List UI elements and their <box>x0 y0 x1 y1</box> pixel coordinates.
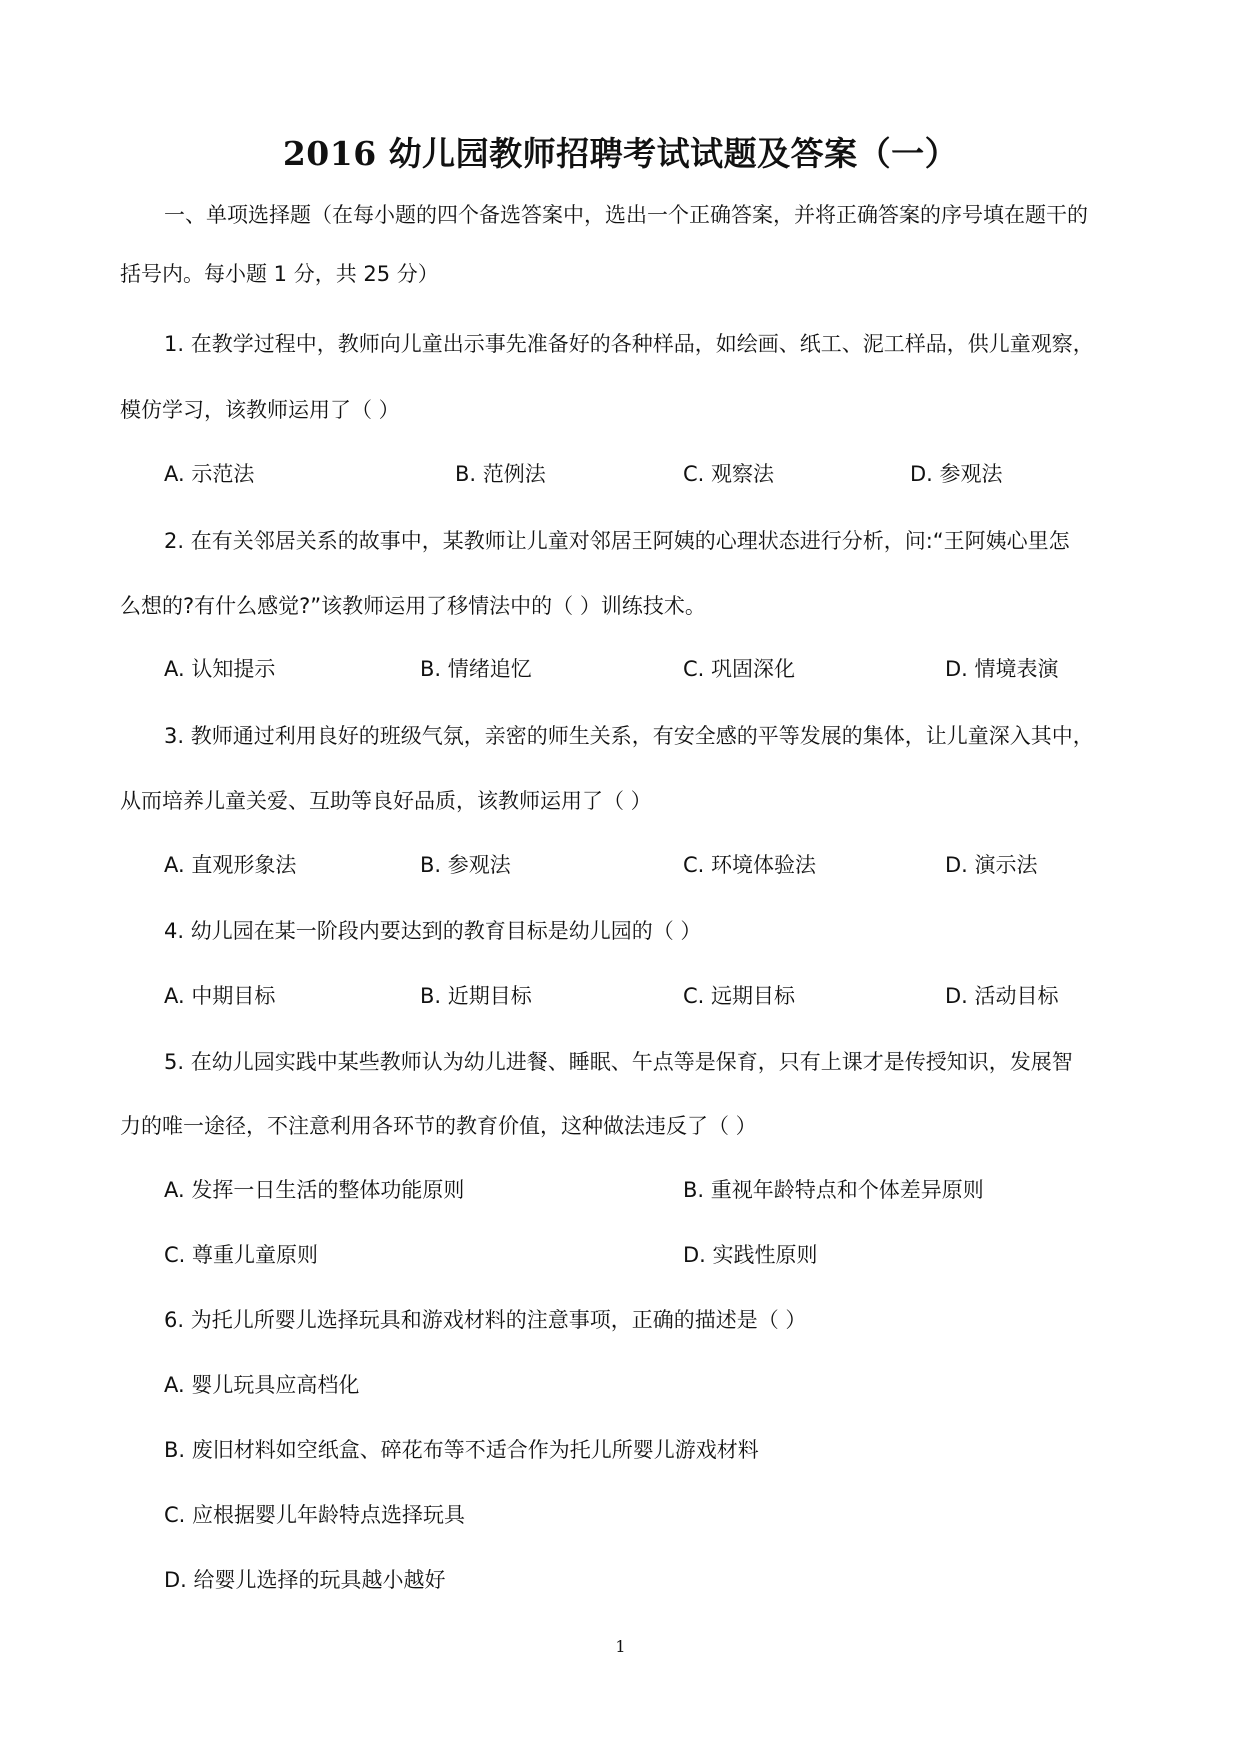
question-2-option-c: C. 巩固深化 <box>683 657 796 681</box>
question-3-option-a: A. 直观形象法 <box>164 853 297 877</box>
question-5-option-a: A. 发挥一日生活的整体功能原则 <box>164 1178 465 1202</box>
question-6-line-1: 6. 为托儿所婴儿选择玩具和游戏材料的注意事项，正确的描述是（ ） <box>164 1308 807 1332</box>
question-4-option-c: C. 远期目标 <box>683 984 796 1008</box>
question-4-option-b: B. 近期目标 <box>420 984 532 1008</box>
question-5-option-d: D. 实践性原则 <box>683 1243 818 1267</box>
question-4-line-1: 4. 幼儿园在某一阶段内要达到的教育目标是幼儿园的（ ） <box>164 919 702 943</box>
question-1-option-c: C. 观察法 <box>683 462 775 486</box>
question-5-option-b: B. 重视年龄特点和个体差异原则 <box>683 1178 984 1202</box>
question-3-line-2: 从而培养儿童关爱、互助等良好品质，该教师运用了（ ） <box>120 789 652 813</box>
question-1-option-a: A. 示范法 <box>164 462 255 486</box>
question-2-option-d: D. 情境表演 <box>945 657 1059 681</box>
question-1-option-b: B. 范例法 <box>455 462 546 486</box>
question-5-option-c: C. 尊重儿童原则 <box>164 1243 319 1267</box>
question-6-option-d: D. 给婴儿选择的玩具越小越好 <box>164 1568 446 1592</box>
question-4-option-a: A. 中期目标 <box>164 984 276 1008</box>
question-1-line-2: 模仿学习，该教师运用了（ ） <box>120 398 400 422</box>
section-heading-line-1: 一、单项选择题（在每小题的四个备选答案中，选出一个正确答案，并将正确答案的序号填在题干的 <box>164 203 1088 227</box>
question-3-option-c: C. 环境体验法 <box>683 853 817 877</box>
question-3-option-d: D. 演示法 <box>945 853 1038 877</box>
question-6-option-b: B. 废旧材料如空纸盒、碎花布等不适合作为托儿所婴儿游戏材料 <box>164 1438 759 1462</box>
question-1-option-d: D. 参观法 <box>910 462 1003 486</box>
section-heading-line-2: 括号内。每小题 1 分，共 25 分） <box>120 262 439 286</box>
page-title: 2016 幼儿园教师招聘考试试题及答案（一） <box>282 134 959 173</box>
question-2-line-2: 么想的?有什么感觉?”该教师运用了移情法中的（ ）训练技术。 <box>120 594 706 618</box>
question-2-line-1: 2. 在有关邻居关系的故事中，某教师让儿童对邻居王阿姨的心理状态进行分析，问:“王阿姨心里怎 <box>164 529 1070 553</box>
question-5-line-1: 5. 在幼儿园实践中某些教师认为幼儿进餐、睡眠、午点等是保育，只有上课才是传授知识，发展智 <box>164 1050 1073 1074</box>
question-2-option-a: A. 认知提示 <box>164 657 276 681</box>
question-6-option-c: C. 应根据婴儿年龄特点选择玩具 <box>164 1503 466 1527</box>
question-3-line-1: 3. 教师通过利用良好的班级气氛，亲密的师生关系，有安全感的平等发展的集体，让儿童深入其中， <box>164 724 1094 748</box>
page-number: 1 <box>615 1637 626 1656</box>
question-3-option-b: B. 参观法 <box>420 853 511 877</box>
question-1-line-1: 1. 在教学过程中，教师向儿童出示事先准备好的各种样品，如绘画、纸工、泥工样品，供儿童观察， <box>164 332 1094 356</box>
question-4-option-d: D. 活动目标 <box>945 984 1059 1008</box>
question-6-option-a: A. 婴儿玩具应高档化 <box>164 1373 360 1397</box>
question-2-option-b: B. 情绪追忆 <box>420 657 532 681</box>
question-5-line-2: 力的唯一途径，不注意利用各环节的教育价值，这种做法违反了（ ） <box>120 1114 757 1138</box>
